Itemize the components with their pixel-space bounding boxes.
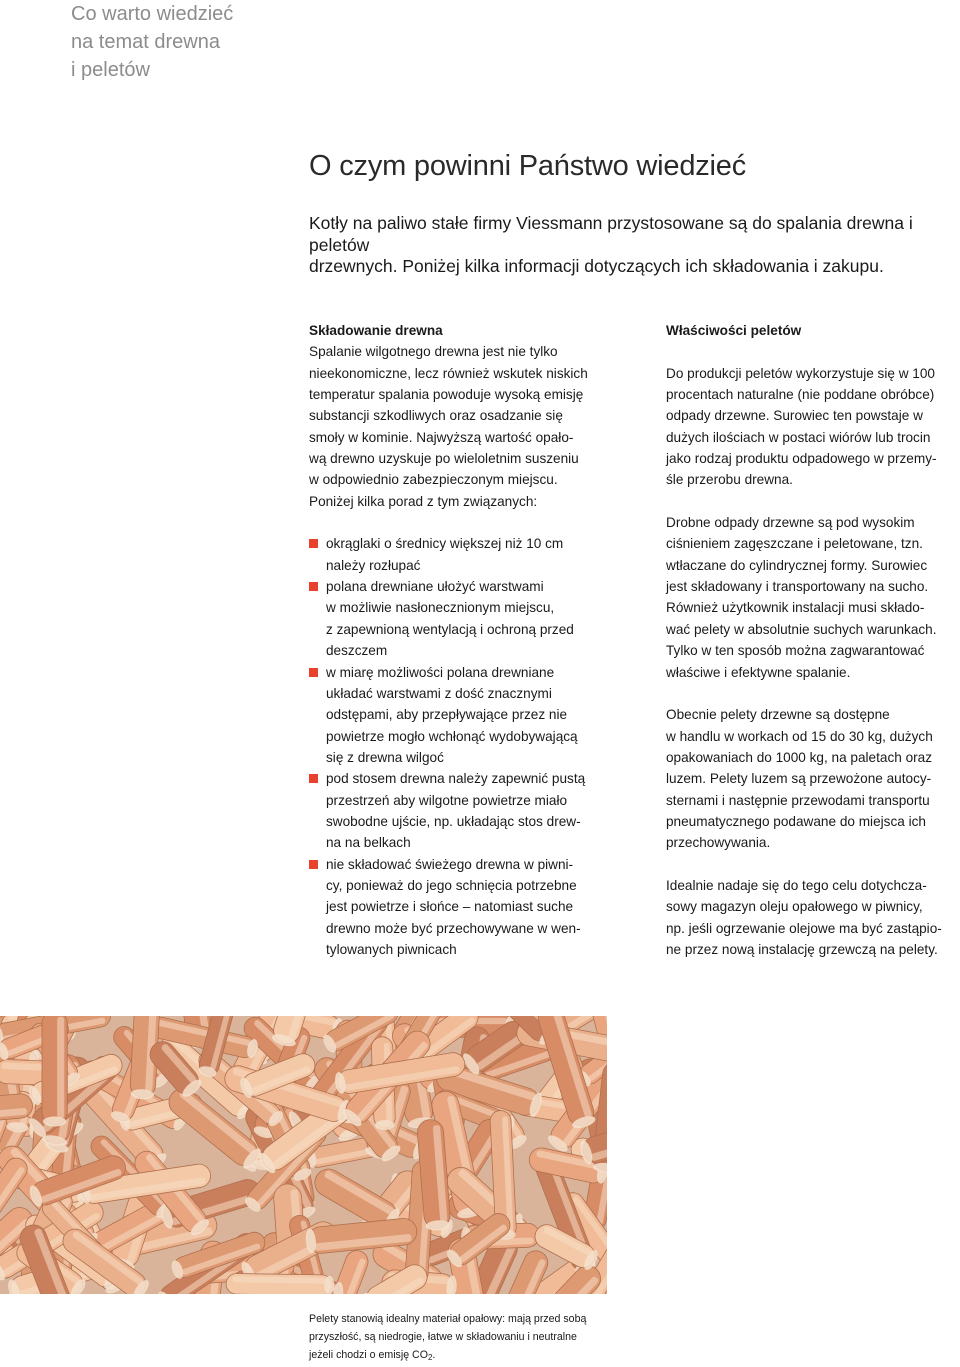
- text-line: dużych ilościach w postaci wiórów lub trocin: [666, 429, 931, 445]
- square-bullet-icon: [309, 582, 318, 591]
- pellet-paragraph: [666, 875, 960, 960]
- text-line: cy, ponieważ do jego schnięcia potrzebne: [326, 877, 577, 893]
- wood-pellets-image: [0, 1016, 607, 1294]
- text-line: deszczem: [326, 643, 388, 659]
- text-line: jest składowany i transportowany na sucho.: [666, 579, 929, 595]
- text-line: Tylko w ten sposób można zagwarantować: [666, 643, 925, 659]
- text-line: ciśnieniem zagęszczane i peletowane, tzn.: [666, 536, 923, 552]
- pellet-properties-section: [666, 320, 960, 982]
- side-title-line: na temat drewna: [71, 31, 220, 53]
- caption-text: jeżeli chodzi o emisję CO: [309, 1349, 428, 1361]
- text-line: wą drewno uzyskuje po wieloletnim suszeniu: [309, 451, 579, 467]
- text-line: jest powietrze i słońce – natomiast suche: [326, 899, 574, 915]
- text-line: śle przerobu drewna.: [666, 472, 793, 488]
- section-heading: Składowanie drewna: [309, 323, 443, 338]
- text-line: przestrzeń aby wilgotne powietrze miało: [326, 792, 568, 808]
- text-line: Spalanie wilgotnego drewna jest nie tylko: [309, 344, 558, 360]
- list-item: [309, 576, 609, 661]
- text-line: pneumatycznego podawane do miejsca ich: [666, 813, 926, 829]
- text-line: nieekonomiczne, lecz również wskutek niskich: [309, 365, 588, 381]
- text-line: okrąglaki o średnicy większej niż 10 cm: [326, 536, 564, 552]
- pellet-paragraph: [666, 363, 960, 491]
- text-line: Do produkcji peletów wykorzystuje się w 100: [666, 365, 935, 381]
- caption-text: .: [432, 1349, 436, 1361]
- pellet-paragraph: [666, 512, 960, 683]
- text-line: odstępami, aby przepływające przez nie: [326, 707, 568, 723]
- list-item: [309, 662, 609, 769]
- text-line: należy rozłupać: [326, 557, 421, 573]
- text-line: na na belkach: [326, 835, 411, 851]
- pellet-paragraph: [666, 704, 960, 853]
- caption-line: Pelety stanowią idealny materiał opałowy: mają przed sobą: [309, 1313, 587, 1325]
- text-line: w odpowiednio zabezpieczonym miejscu.: [309, 472, 558, 488]
- wood-storage-section: [309, 320, 609, 960]
- intro-line: drzewnych. Poniżej kilka informacji dotyczących ich składowania i zakupu.: [309, 256, 884, 276]
- intro-paragraph: [309, 213, 949, 278]
- side-title: [71, 0, 271, 84]
- text-line: swobodne ujście, np. układając stos drew-: [326, 813, 581, 829]
- square-bullet-icon: [309, 668, 318, 677]
- wood-storage-paragraph: [309, 341, 609, 512]
- text-line: drewno może być przechowywane w wen-: [326, 920, 581, 936]
- text-line: wać pelety w absolutnie suchych warunkach.: [666, 621, 937, 637]
- section-heading: Właściwości peletów: [666, 323, 802, 338]
- text-line: powietrze mogło wchłonąć wydobywającą: [326, 728, 578, 744]
- square-bullet-icon: [309, 774, 318, 783]
- text-line: smoły w kominie. Najwyższą wartość opało-: [309, 429, 574, 445]
- text-line: w handlu w workach od 15 do 30 kg, dużych: [666, 728, 933, 744]
- caption-subscript: 2: [427, 1353, 433, 1362]
- text-line: w miarę możliwości polana drewniane: [326, 664, 555, 680]
- list-item: [309, 854, 609, 961]
- text-line: substancji szkodliwych oraz osadzanie się: [309, 408, 563, 424]
- text-line: Idealnie nadaje się do tego celu dotychcza-: [666, 877, 927, 893]
- side-title-line: Co warto wiedzieć: [71, 3, 234, 25]
- list-item: [309, 768, 609, 853]
- text-line: Obecnie pelety drzewne są dostępne: [666, 707, 890, 723]
- text-line: układać warstwami z dość znacznymi: [326, 685, 552, 701]
- text-line: ne przez nową instalację grzewczą na pelety.: [666, 941, 938, 957]
- text-line: luzem. Pelety luzem są przewożone autocy-: [666, 771, 932, 787]
- side-title-line: i peletów: [71, 59, 150, 81]
- page-title: O czym powinni Państwo wiedzieć: [309, 150, 747, 182]
- tips-list: [309, 533, 609, 960]
- text-line: tylowanych piwnicach: [326, 941, 457, 957]
- text-line: opakowaniach do 1000 kg, na paletach oraz: [666, 749, 933, 765]
- text-line: wtłaczane do cylindrycznej formy. Surowiec: [666, 557, 928, 573]
- text-line: sowy magazyn oleju opałowego w piwnicy,: [666, 899, 923, 915]
- text-line: przechowywania.: [666, 835, 771, 851]
- text-line: np. jeśli ogrzewanie olejowe ma być zastąpio-: [666, 920, 942, 936]
- wood-pellets-photo: [0, 1016, 607, 1294]
- text-line: z zapewnioną wentylacją i ochroną przed: [326, 621, 574, 637]
- text-line: Poniżej kilka porad z tym związanych:: [309, 493, 538, 509]
- square-bullet-icon: [309, 539, 318, 548]
- text-line: odpady drzewne. Surowiec ten powstaje w: [666, 408, 923, 424]
- text-line: pod stosem drewna należy zapewnić pustą: [326, 771, 586, 787]
- text-line: się z drewna wilgoć: [326, 749, 444, 765]
- text-line: Drobne odpady drzewne są pod wysokim: [666, 515, 915, 531]
- square-bullet-icon: [309, 860, 318, 869]
- photo-caption: [309, 1310, 629, 1367]
- text-line: jako rodzaj produktu odpadowego w przemy-: [666, 451, 937, 467]
- intro-line: Kotły na paliwo stałe firmy Viessmann przystosowane są do spalania drewna i peletów: [309, 213, 913, 255]
- text-line: Również użytkownik instalacji musi składo-: [666, 600, 925, 616]
- text-line: w możliwie nasłonecznionym miejscu,: [326, 600, 555, 616]
- text-line: nie składować świeżego drewna w piwni-: [326, 856, 574, 872]
- text-line: właściwe i efektywne spalanie.: [666, 664, 851, 680]
- caption-line: [309, 1346, 629, 1367]
- text-line: procentach naturalne (nie poddane obróbce): [666, 387, 935, 403]
- list-item: [309, 533, 609, 576]
- text-line: polana drewniane ułożyć warstwami: [326, 579, 544, 595]
- text-line: sternami i następnie przewodami transportu: [666, 792, 930, 808]
- caption-line: przyszłość, są niedrogie, łatwe w składowaniu i neutralne: [309, 1331, 577, 1343]
- text-line: temperatur spalania powoduje wysoką emisję: [309, 387, 584, 403]
